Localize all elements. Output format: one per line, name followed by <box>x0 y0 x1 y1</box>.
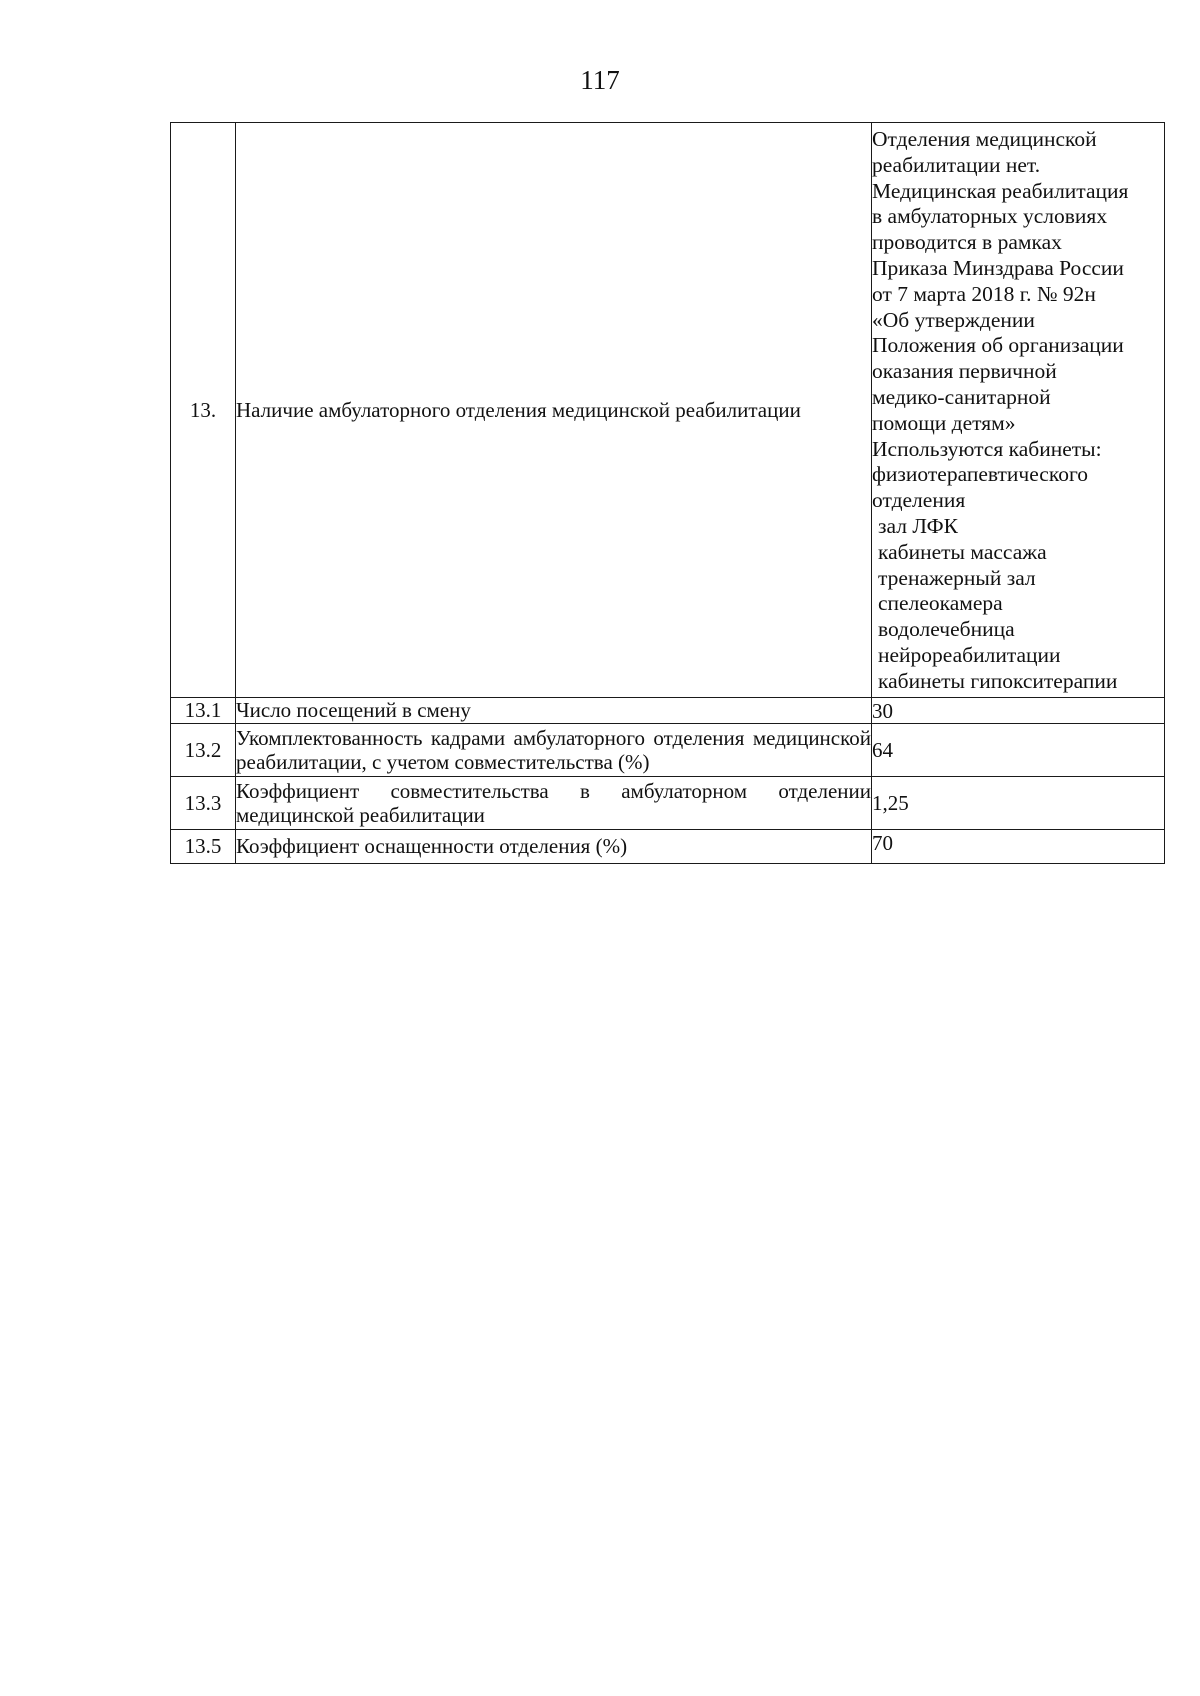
row-number-cell: 13.5 <box>171 829 236 863</box>
value-line: медико-санитарной <box>872 384 1051 409</box>
row-number-cell: 13. <box>171 123 236 698</box>
indicator-value-cell: 1,25 <box>872 776 1165 829</box>
indicator-value-cell: 70 <box>872 829 1165 863</box>
indicator-value-cell: 64 <box>872 723 1165 776</box>
value-line: в амбулаторных условиях <box>872 204 1108 229</box>
table-row <box>171 697 1165 723</box>
table-row <box>171 123 1165 698</box>
indicator-value-cell: 30 <box>872 697 1165 723</box>
value-line: «Об утверждении <box>872 307 1035 332</box>
row-number-cell: 13.3 <box>171 776 236 829</box>
indicator-name-cell: Коэффициент оснащенности отделения (%) <box>236 829 872 863</box>
indicator-name-cell: Укомплектованность кадрами амбулаторного отделения медицинской реабилитации, с учетом совместительства (%) <box>236 723 872 776</box>
value-line: Положения об организации <box>872 333 1124 358</box>
value-line: водолечебница <box>878 617 1015 642</box>
value-line: помощи детям» <box>872 410 1016 435</box>
value-line: нейрореабилитации <box>878 642 1061 667</box>
value-line: физиотерапевтического <box>872 462 1088 487</box>
value-line: кабинеты массажа <box>878 539 1047 564</box>
indicator-value-cell <box>872 123 1165 698</box>
value-line: Медицинская реабилитация <box>872 178 1129 203</box>
indicator-table <box>170 122 1165 864</box>
value-line: отделения <box>872 488 966 513</box>
indicator-name-cell: Коэффициент совместительства в амбулаторном отделении медицинской реабилитации <box>236 776 872 829</box>
row-number-cell: 13.1 <box>171 697 236 723</box>
page-number: 117 <box>580 65 620 95</box>
row-number-cell: 13.2 <box>171 723 236 776</box>
table-row <box>171 776 1165 829</box>
value-line: тренажерный зал <box>878 565 1036 590</box>
value-line: кабинеты гипокситерапии <box>878 668 1118 693</box>
indicator-name-cell: Наличие амбулаторного отделения медицинской реабилитации <box>236 123 872 698</box>
value-line: оказания первичной <box>872 359 1057 384</box>
value-line: от 7 марта 2018 г. № 92н <box>872 281 1096 306</box>
table-row <box>171 829 1165 863</box>
value-line: проводится в рамках <box>872 230 1062 255</box>
indicator-name-cell: Число посещений в смену <box>236 697 872 723</box>
value-line: Используются кабинеты: <box>872 436 1102 461</box>
value-line: реабилитации нет. <box>872 152 1041 177</box>
value-line: спелеокамера <box>878 591 1003 616</box>
value-line: Приказа Минздрава России <box>872 255 1124 280</box>
value-line: Отделения медицинской <box>872 127 1097 151</box>
table-row <box>171 723 1165 776</box>
value-line: зал ЛФК <box>878 513 958 538</box>
